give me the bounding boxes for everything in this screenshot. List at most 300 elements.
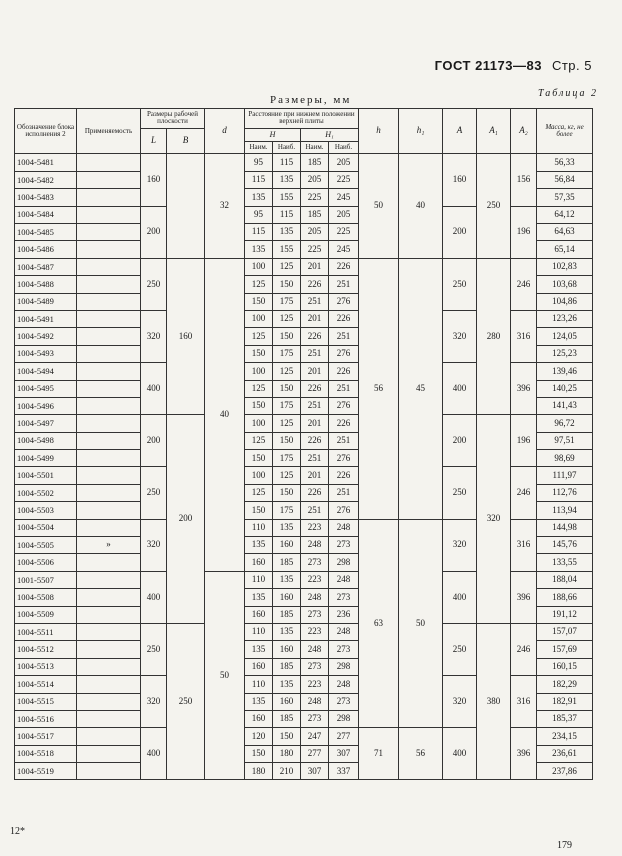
designation-cell: 1004-5486 [15,241,77,258]
A2-cell: 156 [511,154,537,206]
H1-max-cell: 307 [329,745,359,762]
A2-cell: 316 [511,310,537,362]
application-cell [77,763,141,780]
designation-cell: 1004-5502 [15,484,77,501]
H-max-cell: 150 [273,484,301,501]
application-cell [77,676,141,693]
designation-cell: 1004-5489 [15,293,77,310]
H1-min-cell: 248 [301,589,329,606]
A2-cell: 316 [511,676,537,728]
H1-min-cell: 223 [301,623,329,640]
H-min-cell: 100 [245,467,273,484]
H1-min-cell: 223 [301,676,329,693]
H1-max-cell: 298 [329,710,359,727]
L-cell: 320 [141,676,167,728]
application-cell [77,415,141,432]
mass-cell: 188,66 [537,589,593,606]
H1-min-cell: 205 [301,223,329,240]
mass-cell: 64,12 [537,206,593,223]
col-working-plane: Размеры рабочей плоскости [141,109,205,129]
application-cell: » [77,537,141,554]
H1-max-cell: 248 [329,676,359,693]
H-max-cell: 160 [273,641,301,658]
B-cell [167,154,205,258]
mass-cell: 157,07 [537,623,593,640]
H1-max-cell: 337 [329,763,359,780]
H1-max-cell: 226 [329,467,359,484]
H-min-cell: 100 [245,363,273,380]
col-designation: Обозначение блока исполнения 2 [15,109,77,154]
h-cell: 56 [359,258,399,519]
H-max-cell: 135 [273,223,301,240]
H-min-cell: 135 [245,641,273,658]
H-min-cell: 115 [245,223,273,240]
L-cell: 400 [141,728,167,780]
application-cell [77,206,141,223]
application-cell [77,450,141,467]
H1-min-cell: 277 [301,745,329,762]
designation-cell: 1004-5482 [15,171,77,188]
designation-cell: 1004-5517 [15,728,77,745]
designation-cell: 1004-5508 [15,589,77,606]
col-B: B [167,128,205,154]
H1-max-cell: 276 [329,397,359,414]
designation-cell: 1004-5493 [15,345,77,362]
A-cell: 320 [443,310,477,362]
H-min-cell: 150 [245,745,273,762]
mass-cell: 103,68 [537,276,593,293]
application-cell [77,223,141,240]
application-cell [77,519,141,536]
mass-cell: 97,51 [537,432,593,449]
H-max-cell: 175 [273,345,301,362]
H-max-cell: 175 [273,502,301,519]
L-cell: 250 [141,258,167,310]
H1-max-cell: 226 [329,258,359,275]
mass-cell: 237,86 [537,763,593,780]
L-cell: 400 [141,571,167,623]
application-cell [77,432,141,449]
designation-cell: 1004-5513 [15,658,77,675]
H-min-cell: 125 [245,432,273,449]
mass-cell: 123,26 [537,310,593,327]
H1-max-cell: 248 [329,519,359,536]
H1-min-cell: 273 [301,554,329,571]
H-min-cell: 110 [245,676,273,693]
application-cell [77,258,141,275]
application-cell [77,154,141,171]
A2-cell: 246 [511,467,537,519]
footer-page-number: 179 [557,840,572,851]
table-caption: Размеры, мм [270,94,352,106]
A-cell: 400 [443,728,477,780]
H-min-cell: 125 [245,380,273,397]
H-min-cell: 135 [245,693,273,710]
H1-min-cell: 201 [301,415,329,432]
mass-cell: 124,05 [537,328,593,345]
designation-cell: 1004-5497 [15,415,77,432]
mass-cell: 185,37 [537,710,593,727]
mass-cell: 160,15 [537,658,593,675]
H-min-cell: 150 [245,293,273,310]
application-cell [77,345,141,362]
page-number: Стр. 5 [551,58,592,73]
H-max-cell: 210 [273,763,301,780]
H-max-cell: 150 [273,728,301,745]
mass-cell: 145,76 [537,537,593,554]
H-min-cell: 135 [245,537,273,554]
application-cell [77,658,141,675]
A-cell: 250 [443,258,477,310]
H1-min-cell: 251 [301,345,329,362]
H1-max-cell: 248 [329,623,359,640]
H1-min-cell: 251 [301,293,329,310]
mass-cell: 113,94 [537,502,593,519]
H1-max-cell: 251 [329,380,359,397]
H-min-cell: 120 [245,728,273,745]
H-max-cell: 180 [273,745,301,762]
d-cell: 32 [205,154,245,258]
mass-cell: 141,43 [537,397,593,414]
h1-cell: 40 [399,154,443,258]
H1-max-cell: 251 [329,484,359,501]
designation-cell: 1004-5501 [15,467,77,484]
application-cell [77,397,141,414]
col-A2: A₂ [511,109,537,154]
mass-cell: 98,69 [537,450,593,467]
mass-cell: 234,15 [537,728,593,745]
A-cell: 320 [443,676,477,728]
designation-cell: 1004-5481 [15,154,77,171]
H-min-cell: 160 [245,710,273,727]
col-A1: A₁ [477,109,511,154]
H-max-cell: 125 [273,467,301,484]
H1-min-cell: 226 [301,276,329,293]
mass-cell: 144,98 [537,519,593,536]
H1-min-cell: 205 [301,171,329,188]
A-cell: 200 [443,206,477,258]
col-H1: H₁ [301,128,359,141]
h-cell: 50 [359,154,399,258]
designation-cell: 1004-5484 [15,206,77,223]
H1-min-cell: 226 [301,380,329,397]
h-cell: 63 [359,519,399,728]
col-H1-min: Наим. [301,142,329,154]
application-cell [77,571,141,588]
H1-min-cell: 251 [301,502,329,519]
H-min-cell: 95 [245,206,273,223]
designation-cell: 1004-5483 [15,189,77,206]
L-cell: 200 [141,206,167,258]
H1-max-cell: 276 [329,502,359,519]
application-cell [77,189,141,206]
H1-min-cell: 273 [301,606,329,623]
H1-max-cell: 251 [329,276,359,293]
mass-cell: 157,69 [537,641,593,658]
H-max-cell: 160 [273,537,301,554]
H-min-cell: 135 [245,589,273,606]
L-cell: 250 [141,623,167,675]
H-min-cell: 125 [245,484,273,501]
mass-cell: 111,97 [537,467,593,484]
application-cell [77,363,141,380]
H-max-cell: 185 [273,710,301,727]
L-cell: 160 [141,154,167,206]
mass-cell: 139,46 [537,363,593,380]
table-row [15,154,593,171]
designation-cell: 1004-5488 [15,276,77,293]
H-max-cell: 135 [273,171,301,188]
mass-cell: 112,76 [537,484,593,501]
H-min-cell: 110 [245,623,273,640]
B-cell: 250 [167,623,205,780]
H-max-cell: 115 [273,206,301,223]
designation-cell: 1004-5492 [15,328,77,345]
application-cell [77,310,141,327]
designation-cell: 1004-5514 [15,676,77,693]
H1-min-cell: 185 [301,206,329,223]
H1-max-cell: 225 [329,171,359,188]
H-min-cell: 135 [245,189,273,206]
A-cell: 320 [443,519,477,571]
H-min-cell: 115 [245,171,273,188]
h1-cell: 45 [399,258,443,519]
designation-cell: 1004-5498 [15,432,77,449]
designation-cell: 1004-5519 [15,763,77,780]
A-cell: 250 [443,467,477,519]
A1-cell: 380 [477,623,511,780]
application-cell [77,745,141,762]
mass-cell: 182,29 [537,676,593,693]
H-max-cell: 125 [273,258,301,275]
A2-cell: 396 [511,728,537,780]
H1-min-cell: 307 [301,763,329,780]
designation-cell: 1004-5516 [15,710,77,727]
mass-cell: 125,23 [537,345,593,362]
mass-cell: 64,63 [537,223,593,240]
application-cell [77,693,141,710]
page-header [435,58,592,73]
H-min-cell: 110 [245,519,273,536]
col-h: h [359,109,399,154]
application-cell [77,293,141,310]
H-min-cell: 110 [245,571,273,588]
mass-cell: 188,04 [537,571,593,588]
designation-cell: 1004-5496 [15,397,77,414]
col-H: H [245,128,301,141]
mass-cell: 56,84 [537,171,593,188]
L-cell: 400 [141,363,167,415]
H1-max-cell: 298 [329,658,359,675]
A-cell: 400 [443,363,477,415]
L-cell: 320 [141,310,167,362]
application-cell [77,641,141,658]
H-max-cell: 155 [273,241,301,258]
H-min-cell: 160 [245,554,273,571]
mass-cell: 104,86 [537,293,593,310]
table-row [15,415,593,432]
H1-min-cell: 273 [301,710,329,727]
H-min-cell: 100 [245,415,273,432]
H-min-cell: 150 [245,345,273,362]
H-min-cell: 135 [245,241,273,258]
H1-max-cell: 225 [329,223,359,240]
H1-max-cell: 273 [329,589,359,606]
H-min-cell: 125 [245,328,273,345]
H1-min-cell: 273 [301,658,329,675]
mass-cell: 140,25 [537,380,593,397]
A2-cell: 396 [511,571,537,623]
A2-cell: 396 [511,363,537,415]
mass-cell: 133,55 [537,554,593,571]
designation-cell: 1004-5515 [15,693,77,710]
h1-cell: 50 [399,519,443,728]
H-max-cell: 150 [273,276,301,293]
H-max-cell: 125 [273,363,301,380]
H-max-cell: 125 [273,415,301,432]
A1-cell: 250 [477,154,511,258]
H1-max-cell: 276 [329,450,359,467]
designation-cell: 1004-5499 [15,450,77,467]
H-max-cell: 150 [273,432,301,449]
designation-cell: 1004-5506 [15,554,77,571]
H1-max-cell: 248 [329,571,359,588]
H-min-cell: 160 [245,658,273,675]
designation-cell: 1004-5511 [15,623,77,640]
application-cell [77,502,141,519]
application-cell [77,554,141,571]
A2-cell: 246 [511,258,537,310]
application-cell [77,728,141,745]
B-cell: 200 [167,415,205,624]
col-H1-max: Наиб. [329,142,359,154]
col-h1: h₁ [399,109,443,154]
H-min-cell: 150 [245,502,273,519]
designation-cell: 1001-5507 [15,571,77,588]
H-min-cell: 100 [245,310,273,327]
H1-max-cell: 245 [329,241,359,258]
H-min-cell: 160 [245,606,273,623]
A-cell: 250 [443,623,477,675]
h-cell: 71 [359,728,399,780]
H1-max-cell: 251 [329,432,359,449]
H1-min-cell: 226 [301,432,329,449]
H-min-cell: 100 [245,258,273,275]
H1-min-cell: 201 [301,467,329,484]
application-cell [77,484,141,501]
H1-max-cell: 226 [329,363,359,380]
H1-min-cell: 247 [301,728,329,745]
H1-max-cell: 276 [329,345,359,362]
H1-max-cell: 245 [329,189,359,206]
H1-min-cell: 201 [301,310,329,327]
H-min-cell: 180 [245,763,273,780]
designation-cell: 1004-5485 [15,223,77,240]
footer-left: 12* [10,826,25,837]
H-min-cell: 125 [245,276,273,293]
H1-min-cell: 201 [301,363,329,380]
H1-min-cell: 248 [301,641,329,658]
B-cell: 160 [167,258,205,415]
H-max-cell: 185 [273,554,301,571]
H-min-cell: 150 [245,397,273,414]
designation-cell: 1004-5503 [15,502,77,519]
H1-min-cell: 223 [301,519,329,536]
H-max-cell: 175 [273,450,301,467]
col-distance: Расстояние при нижнем положении верхней плиты [245,109,359,129]
designation-cell: 1004-5505 [15,537,77,554]
H1-max-cell: 298 [329,554,359,571]
A2-cell: 246 [511,623,537,675]
designation-cell: 1004-5494 [15,363,77,380]
A2-cell: 196 [511,206,537,258]
d-cell: 50 [205,571,245,780]
A1-cell: 280 [477,258,511,415]
A-cell: 200 [443,415,477,467]
A1-cell: 320 [477,415,511,624]
designation-cell: 1004-5495 [15,380,77,397]
H1-max-cell: 273 [329,641,359,658]
col-H-min: Наим. [245,142,273,154]
application-cell [77,589,141,606]
application-cell [77,380,141,397]
application-cell [77,710,141,727]
H1-min-cell: 225 [301,241,329,258]
H-max-cell: 150 [273,328,301,345]
application-cell [77,328,141,345]
H1-max-cell: 226 [329,415,359,432]
H-max-cell: 175 [273,293,301,310]
H1-max-cell: 205 [329,154,359,171]
mass-cell: 102,83 [537,258,593,275]
table-row [15,623,593,640]
mass-cell: 182,91 [537,693,593,710]
H1-max-cell: 236 [329,606,359,623]
A-cell: 400 [443,571,477,623]
designation-cell: 1004-5509 [15,606,77,623]
H1-min-cell: 223 [301,571,329,588]
designation-cell: 1004-5487 [15,258,77,275]
designation-cell: 1004-5504 [15,519,77,536]
H-max-cell: 135 [273,623,301,640]
L-cell: 200 [141,415,167,467]
A2-cell: 196 [511,415,537,467]
H-max-cell: 175 [273,397,301,414]
mass-cell: 65,14 [537,241,593,258]
A2-cell: 316 [511,519,537,571]
col-mass: Масса, кг, не более [537,109,593,154]
H1-max-cell: 251 [329,328,359,345]
H-max-cell: 135 [273,676,301,693]
H1-max-cell: 226 [329,310,359,327]
H-max-cell: 185 [273,658,301,675]
H1-min-cell: 225 [301,189,329,206]
H1-min-cell: 251 [301,450,329,467]
table-body [15,154,593,780]
mass-cell: 96,72 [537,415,593,432]
d-cell: 40 [205,258,245,571]
H-max-cell: 155 [273,189,301,206]
H1-min-cell: 251 [301,397,329,414]
application-cell [77,606,141,623]
H1-min-cell: 226 [301,328,329,345]
application-cell [77,171,141,188]
mass-cell: 56,33 [537,154,593,171]
mass-cell: 57,35 [537,189,593,206]
table-row [15,258,593,275]
H1-min-cell: 201 [301,258,329,275]
designation-cell: 1004-5491 [15,310,77,327]
